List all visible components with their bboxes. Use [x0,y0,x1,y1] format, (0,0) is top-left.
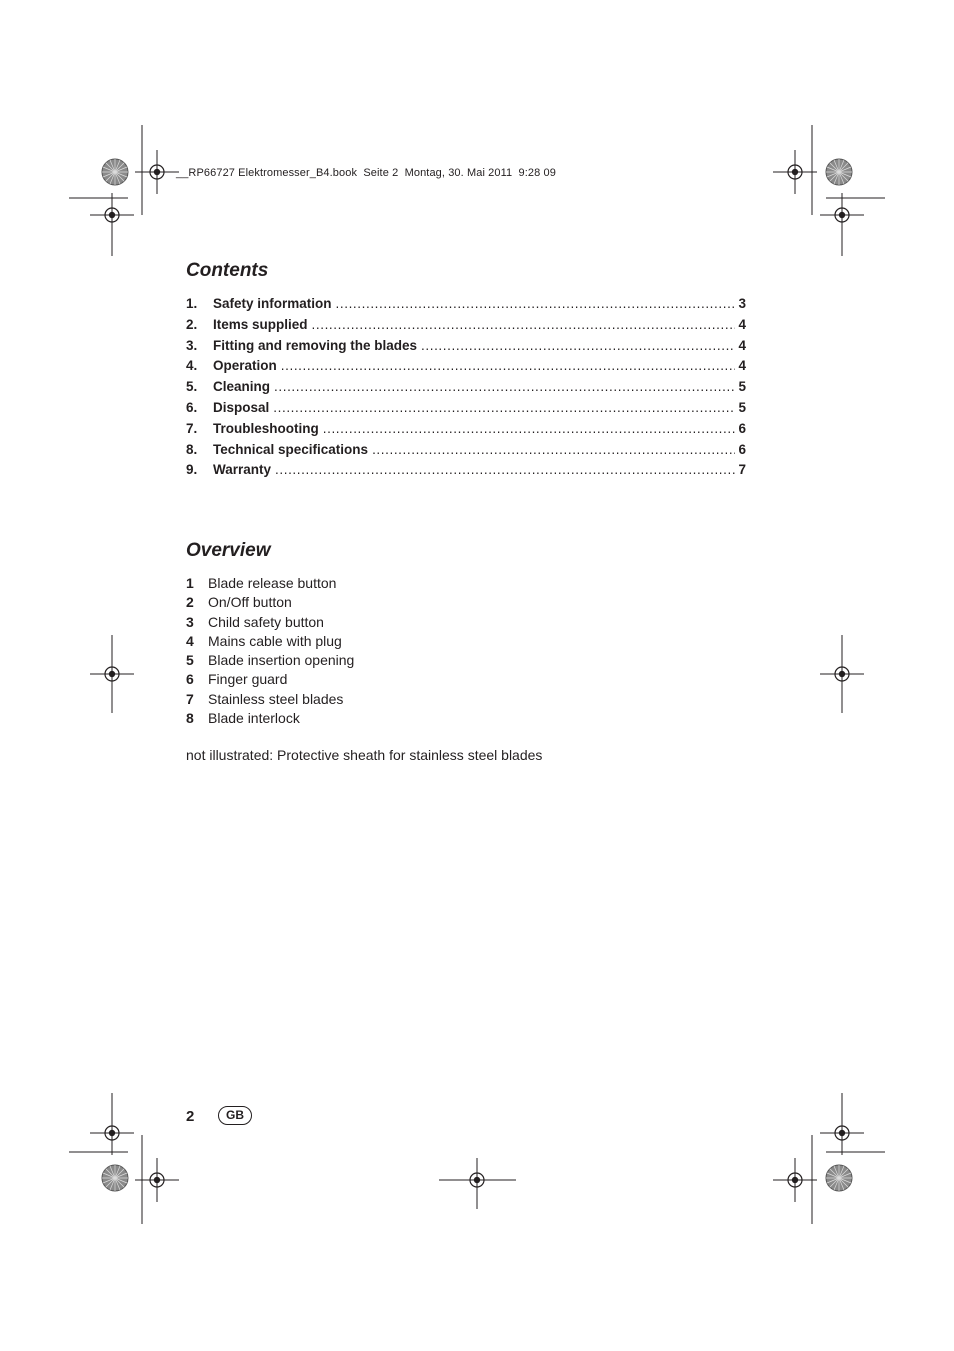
toc-leader-dots [312,317,736,332]
part-number: 2 [186,594,194,611]
toc-page-number: 4 [738,337,746,353]
toc-title: Operation [213,358,277,374]
part-label: Blade interlock [208,710,300,727]
toc-row [186,379,746,400]
toc-number: 2. [186,316,198,332]
toc-leader-dots [273,400,735,415]
toc-number: 1. [186,296,198,311]
language-badge: GB [218,1106,252,1125]
toc-number: 6. [186,399,198,415]
toc-title: Disposal [213,399,270,415]
part-label: Mains cable with plug [208,632,342,649]
toc-leader-dots [336,296,736,311]
toc-number: 3. [186,337,198,353]
toc-number: 7. [186,420,198,436]
file-header-line: __RP66727 Elektromesser_B4.book Seite 2 Montag, 30. Mai 2011 9:28 09 [176,167,556,179]
part-number: 6 [186,671,194,688]
part-number: 8 [186,710,194,727]
toc-page-number: 3 [738,296,746,311]
toc-title: Cleaning [213,379,271,395]
part-label: Blade release button [208,575,337,591]
toc-title: Troubleshooting [213,420,319,436]
toc-page-number: 4 [738,358,746,374]
part-number: 1 [186,575,194,591]
toc-row [186,358,746,379]
list-item [186,652,354,671]
list-item [186,575,354,594]
toc-row [186,296,746,317]
toc-page-number: 7 [738,462,746,478]
list-item [186,710,354,729]
toc-leader-dots [275,462,735,477]
toc-row [186,338,746,359]
part-number: 5 [186,652,194,669]
part-number: 3 [186,613,194,630]
toc-leader-dots [274,379,735,394]
part-label: Blade insertion opening [208,652,355,669]
list-item [186,614,354,633]
toc-page-number: 5 [738,399,746,415]
toc-leader-dots [281,358,736,373]
contents-title: Contents [186,260,269,281]
table-of-contents [186,296,746,483]
list-item [186,594,354,613]
toc-title: Safety information [213,296,332,311]
toc-page-number: 6 [738,420,746,436]
toc-number: 9. [186,462,198,478]
toc-row [186,317,746,338]
toc-row [186,462,746,483]
not-illustrated-note: not illustrated: Protective sheath for stainless steel blades [186,747,543,763]
part-number: 7 [186,690,194,707]
page-number: 2 [186,1108,195,1125]
toc-page-number: 6 [738,441,746,457]
toc-number: 8. [186,441,198,457]
part-label: Stainless steel blades [208,690,344,707]
toc-page-number: 5 [738,379,746,395]
toc-title: Fitting and removing the blades [213,337,418,353]
toc-leader-dots [372,442,735,457]
toc-leader-dots [421,338,735,353]
toc-leader-dots [323,421,736,436]
overview-title: Overview [186,540,271,561]
toc-row [186,400,746,421]
toc-title: Items supplied [213,316,308,332]
toc-title: Technical specifications [213,441,369,457]
part-label: Finger guard [208,671,288,688]
list-item [186,691,354,710]
list-item [186,671,354,690]
list-item [186,633,354,652]
part-number: 4 [186,632,194,649]
toc-title: Warranty [213,462,272,478]
toc-row [186,442,746,463]
toc-number: 4. [186,358,198,374]
toc-number: 5. [186,379,198,395]
part-label: Child safety button [208,613,324,630]
toc-page-number: 4 [738,316,746,332]
part-label: On/Off button [208,594,292,611]
overview-parts-list [186,575,354,729]
toc-row [186,421,746,442]
